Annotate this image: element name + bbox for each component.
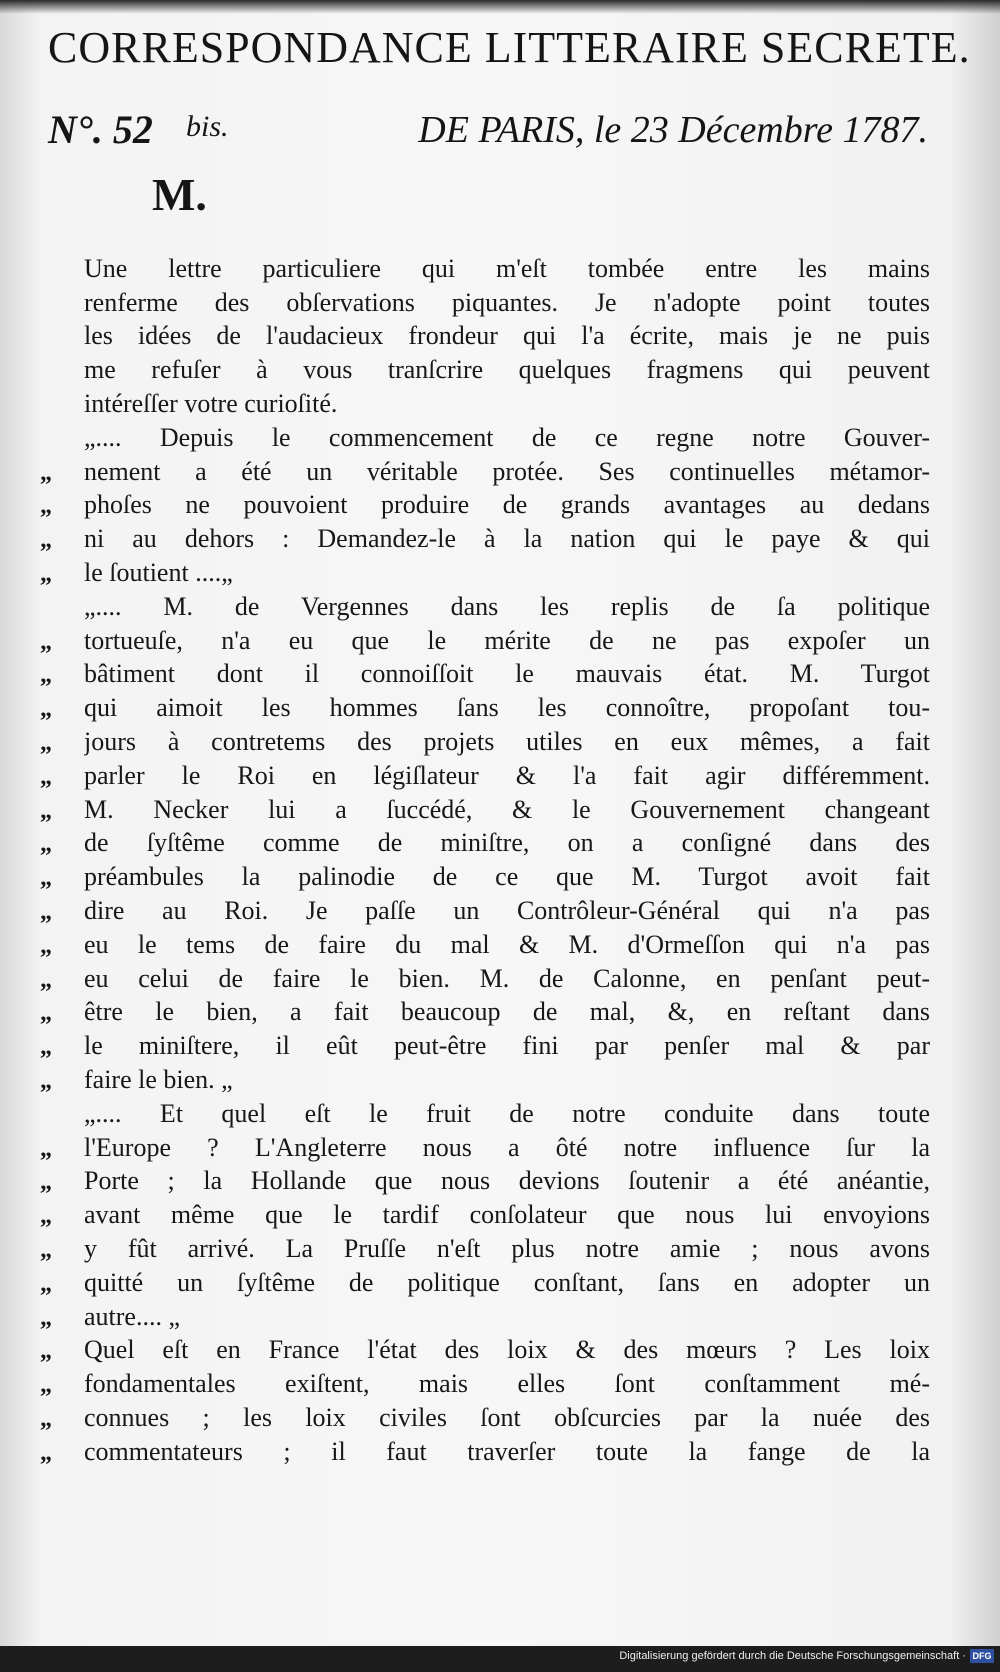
line-text: autre.... „ — [84, 1301, 181, 1331]
line-text: le ſoutient ....„ — [84, 557, 233, 587]
quote-mark: „ — [40, 932, 52, 959]
text-line — [40, 1399, 930, 1433]
footer-bar — [0, 1646, 1000, 1672]
line-text: me refuſer à vous tranſcrire quelques fragmens qui peuvent — [84, 355, 930, 385]
quote-mark: „ — [40, 560, 52, 587]
line-text: eu le tems de faire du mal & M. d'Ormeſſon qui n'a pas — [84, 929, 930, 959]
quote-mark: „ — [40, 527, 52, 554]
quote-mark: „ — [40, 966, 52, 993]
line-text: „.... Depuis le commencement de ce regne notre Gouver- — [84, 422, 930, 452]
quote-mark: „ — [40, 628, 52, 655]
text-line — [40, 1129, 930, 1163]
text-line — [40, 1163, 930, 1197]
line-text: qui aimoit les hommes ſans les connoître, propoſant tou- — [84, 693, 930, 723]
line-text: phoſes ne pouvoient produire de grands avantages au dedans — [84, 490, 930, 520]
line-text: „.... M. de Vergennes dans les replis de ſa politique — [84, 591, 930, 621]
text-line — [40, 520, 930, 554]
text-line — [40, 1298, 930, 1332]
quote-mark: „ — [40, 1236, 52, 1263]
text-line — [40, 1061, 930, 1095]
line-text: jours à contretems des projets utiles en eux mêmes, a fait — [84, 726, 930, 756]
text-line — [40, 757, 930, 791]
line-text: „.... Et quel eſt le fruit de notre conduite dans toute — [84, 1098, 930, 1128]
issue-line — [48, 106, 928, 156]
text-line — [40, 284, 930, 318]
line-text: l'Europe ? L'Angleterre nous a ôté notre influence ſur la — [84, 1132, 930, 1162]
line-text: faire le bien. „ — [84, 1064, 233, 1094]
quote-mark: „ — [40, 493, 52, 520]
text-line — [40, 926, 930, 960]
text-line — [40, 588, 930, 622]
text-line — [40, 1095, 930, 1129]
line-text: parler le Roi en légiſlateur & l'a fait agir différemment. — [84, 760, 930, 790]
quote-mark: „ — [40, 898, 52, 925]
quote-mark: „ — [40, 1135, 52, 1162]
quote-mark: „ — [40, 1034, 52, 1061]
page-title: CORRESPONDANCE LITTERAIRE SECRETE. — [48, 23, 971, 72]
line-text: tortueuſe, n'a eu que le mérite de ne pas expoſer un — [84, 625, 930, 655]
text-line — [40, 318, 930, 352]
line-text: renferme des obſervations piquantes. Je n'adopte point toutes — [84, 287, 930, 317]
text-line — [40, 858, 930, 892]
line-text: bâtiment dont il connoiſſoit le mauvais état. M. Turgot — [84, 659, 930, 689]
text-line — [40, 554, 930, 588]
text-line — [40, 791, 930, 825]
salutation: M. — [152, 169, 207, 220]
quote-mark: „ — [40, 662, 52, 689]
text-line — [40, 1027, 930, 1061]
line-text: Porte ; la Hollande que nous devions ſoutenir a été anéantie, — [84, 1166, 930, 1196]
text-line — [40, 689, 930, 723]
line-text: y fût arrivé. La Pruſſe n'eſt plus notre amie ; nous avons — [84, 1233, 930, 1263]
quote-mark: „ — [40, 865, 52, 892]
text-line — [40, 1264, 930, 1298]
line-text: nement a été un véritable protée. Ses continuelles métamor- — [84, 456, 930, 486]
line-text: le miniſtere, il eût peut-être fini par penſer mal & par — [84, 1031, 930, 1061]
line-text: les idées de l'audacieux frondeur qui l'a écrite, mais je ne puis — [84, 321, 930, 351]
text-line — [40, 250, 930, 284]
line-text: intéreſſer votre curioſité. — [84, 388, 338, 418]
line-text: dire au Roi. Je paſſe un Contrôleur-Général qui n'a pas — [84, 895, 930, 925]
line-text: de ſyſtême comme de miniſtre, on a conſigné dans des — [84, 828, 930, 858]
line-text: ni au dehors : Demandez-le à la nation qui le paye & qui — [84, 524, 930, 554]
issue-number: N°. 52 — [48, 107, 153, 152]
text-line — [40, 487, 930, 521]
text-line — [40, 622, 930, 656]
text-line — [40, 1365, 930, 1399]
text-line — [40, 656, 930, 690]
line-text: Une lettre particuliere qui m'eſt tombée entre les mains — [84, 253, 930, 283]
quote-mark: „ — [40, 1000, 52, 1027]
quote-mark: „ — [40, 1067, 52, 1094]
text-line — [40, 892, 930, 926]
text-line — [40, 994, 930, 1028]
text-line — [40, 723, 930, 757]
quote-mark: „ — [40, 831, 52, 858]
text-line — [40, 1230, 930, 1264]
dfg-logo: DFG — [970, 1649, 994, 1663]
quote-mark: „ — [40, 696, 52, 723]
line-text: préambules la palinodie de ce que M. Turgot avoit fait — [84, 862, 930, 892]
line-text: Quel eſt en France l'état des loix & des mœurs ? Les loix — [84, 1335, 930, 1365]
text-line — [40, 385, 930, 419]
dateline: DE PARIS, le 23 Décembre 1787. — [418, 109, 928, 151]
quote-mark: „ — [40, 1338, 52, 1365]
line-text: eu celui de faire le bien. M. de Calonne, en penſant peut- — [84, 963, 930, 993]
digitization-credit: Digitalisierung gefördert durch die Deutsche Forschungsgemeinschaft · — [619, 1650, 966, 1662]
line-text: commentateurs ; il faut traverſer toute la fange de la — [84, 1436, 930, 1466]
text-line — [40, 1332, 930, 1366]
text-line — [40, 453, 930, 487]
text-line — [40, 1433, 930, 1467]
text-line — [40, 960, 930, 994]
quote-mark: „ — [40, 1169, 52, 1196]
quote-mark: „ — [40, 763, 52, 790]
quote-mark: „ — [40, 1372, 52, 1399]
issue-suffix: bis. — [186, 110, 229, 143]
line-text: M. Necker lui a ſuccédé, & le Gouvernement changeant — [84, 794, 930, 824]
quote-mark: „ — [40, 1405, 52, 1432]
line-text: connues ; les loix civiles ſont obſcurcies par la nuée des — [84, 1402, 930, 1432]
quote-mark: „ — [40, 459, 52, 486]
quote-mark: „ — [40, 1439, 52, 1466]
quote-mark: „ — [40, 1203, 52, 1230]
letter-body — [40, 250, 930, 1467]
quote-mark: „ — [40, 1270, 52, 1297]
quote-mark: „ — [40, 797, 52, 824]
line-text: quitté un ſyſtême de politique conſtant, ſans en adopter un — [84, 1267, 930, 1297]
text-line — [40, 419, 930, 453]
text-line — [40, 825, 930, 859]
line-text: avant même que le tardif conſolateur que nous lui envoyions — [84, 1200, 930, 1230]
line-text: fondamentales exiſtent, mais elles ſont conſtamment mé- — [84, 1369, 930, 1399]
text-line — [40, 1196, 930, 1230]
text-line — [40, 351, 930, 385]
line-text: être le bien, a fait beaucoup de mal, &, en reſtant dans — [84, 997, 930, 1027]
quote-mark: „ — [40, 1304, 52, 1331]
quote-mark: „ — [40, 729, 52, 756]
